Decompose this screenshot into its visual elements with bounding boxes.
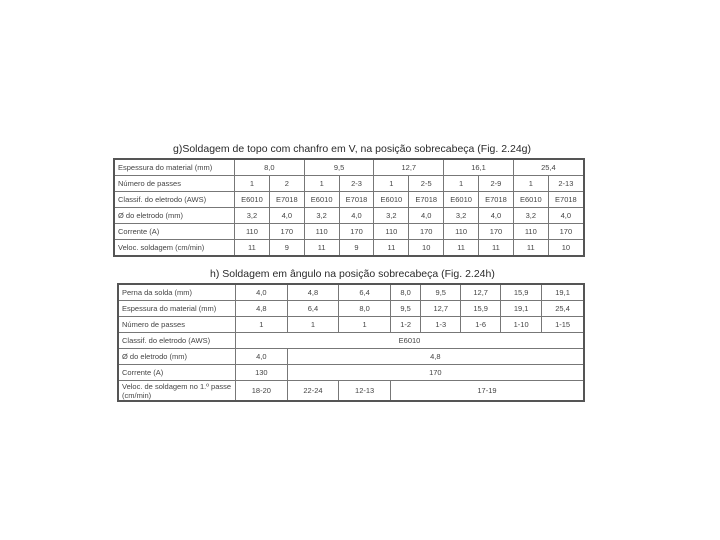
cell: 3,2 [304, 208, 339, 224]
row-label: Espessura do material (mm) [114, 159, 235, 176]
cell: 17-19 [390, 381, 584, 402]
table-row [114, 240, 584, 257]
cell: 22-24 [287, 381, 339, 402]
table-g [113, 158, 585, 257]
table-row [118, 301, 584, 317]
cell: 11 [304, 240, 339, 257]
cell: 3,2 [444, 208, 479, 224]
row-label: Corrente (A) [114, 224, 235, 240]
cell: 2-5 [409, 176, 444, 192]
cell: 1-3 [421, 317, 461, 333]
row-label: Classif. do eletrodo (AWS) [114, 192, 235, 208]
thickness-group: 25,4 [513, 159, 584, 176]
cell: 3,2 [513, 208, 548, 224]
cell: 110 [235, 224, 270, 240]
thickness-group: 9,5 [304, 159, 374, 176]
cell: 170 [548, 224, 584, 240]
cell: 18-20 [236, 381, 288, 402]
cell: 6,4 [339, 284, 391, 301]
cell: 1 [513, 176, 548, 192]
row-label: Espessura do material (mm) [118, 301, 236, 317]
cell: E6010 [235, 192, 270, 208]
thickness-group: 12,7 [374, 159, 444, 176]
cell: 110 [513, 224, 548, 240]
cell: 2-3 [339, 176, 374, 192]
cell: 9 [339, 240, 374, 257]
table-row [114, 176, 584, 192]
cell: 10 [548, 240, 584, 257]
cell: 2-9 [479, 176, 514, 192]
cell: 11 [444, 240, 479, 257]
cell: 15,9 [501, 284, 542, 301]
cell: 4,0 [548, 208, 584, 224]
cell: 2-13 [548, 176, 584, 192]
cell: 170 [269, 224, 304, 240]
table-row [114, 192, 584, 208]
row-label: Perna da solda (mm) [118, 284, 236, 301]
cell: 12-13 [339, 381, 391, 402]
cell: E6010 [513, 192, 548, 208]
cell: E6010 [374, 192, 409, 208]
row-label: Corrente (A) [118, 365, 236, 381]
table-row [118, 333, 584, 349]
row-label: Veloc. soldagem (cm/min) [114, 240, 235, 257]
cell: 4,0 [339, 208, 374, 224]
cell: E6010 [236, 333, 585, 349]
row-label: Número de passes [114, 176, 235, 192]
cell: 170 [409, 224, 444, 240]
cell: 1 [235, 176, 270, 192]
cell: 2 [269, 176, 304, 192]
cell: 1 [236, 317, 288, 333]
cell: E7018 [339, 192, 374, 208]
cell: 9 [269, 240, 304, 257]
cell: 4,0 [236, 349, 288, 365]
cell: 11 [479, 240, 514, 257]
cell: 8,0 [390, 284, 420, 301]
cell: 9,5 [421, 284, 461, 301]
table-g-title: g)Soldagem de topo com chanfro em V, na posição sobrecabeça (Fig. 2.24g) [173, 143, 531, 155]
table-row [118, 317, 584, 333]
cell: 170 [339, 224, 374, 240]
cell: E6010 [304, 192, 339, 208]
cell: 1 [304, 176, 339, 192]
cell: 19,1 [501, 301, 542, 317]
cell: 1 [339, 317, 391, 333]
cell: 9,5 [390, 301, 420, 317]
table-row [118, 284, 584, 301]
cell: 3,2 [374, 208, 409, 224]
thickness-group: 16,1 [444, 159, 514, 176]
table-row [114, 224, 584, 240]
cell: 110 [304, 224, 339, 240]
cell: 4,8 [236, 301, 288, 317]
cell: E7018 [479, 192, 514, 208]
cell: 110 [444, 224, 479, 240]
table-row [114, 208, 584, 224]
cell: 130 [236, 365, 288, 381]
cell: 4,0 [236, 284, 288, 301]
cell: 11 [513, 240, 548, 257]
table-h [117, 283, 585, 402]
cell: 170 [287, 365, 584, 381]
cell: E6010 [444, 192, 479, 208]
table-row [118, 381, 584, 402]
table-h-title: h) Soldagem em ângulo na posição sobrecabeça (Fig. 2.24h) [210, 268, 495, 280]
table-row [118, 349, 584, 365]
cell: 1 [444, 176, 479, 192]
cell: 110 [374, 224, 409, 240]
cell: 3,2 [235, 208, 270, 224]
cell: 15,9 [461, 301, 501, 317]
cell: 11 [235, 240, 270, 257]
cell: 1-2 [390, 317, 420, 333]
cell: 19,1 [542, 284, 584, 301]
row-label: Classif. do eletrodo (AWS) [118, 333, 236, 349]
cell: 25,4 [542, 301, 584, 317]
cell: E7018 [269, 192, 304, 208]
cell: 4,0 [409, 208, 444, 224]
cell: 4,8 [287, 349, 584, 365]
row-label: Ø do eletrodo (mm) [114, 208, 235, 224]
cell: E7018 [548, 192, 584, 208]
cell: 170 [479, 224, 514, 240]
table-row [114, 159, 584, 176]
cell: 4,8 [287, 284, 339, 301]
cell: 11 [374, 240, 409, 257]
thickness-group: 8,0 [235, 159, 305, 176]
cell: 6,4 [287, 301, 339, 317]
cell: E7018 [409, 192, 444, 208]
cell: 4,0 [269, 208, 304, 224]
row-label: Ø do eletrodo (mm) [118, 349, 236, 365]
cell: 1-10 [501, 317, 542, 333]
cell: 4,0 [479, 208, 514, 224]
cell: 1 [374, 176, 409, 192]
cell: 1 [287, 317, 339, 333]
cell: 8,0 [339, 301, 391, 317]
cell: 12,7 [461, 284, 501, 301]
row-label: Número de passes [118, 317, 236, 333]
cell: 1-6 [461, 317, 501, 333]
table-row [118, 365, 584, 381]
cell: 12,7 [421, 301, 461, 317]
cell: 1-15 [542, 317, 584, 333]
cell: 10 [409, 240, 444, 257]
row-label: Veloc. de soldagem no 1.º passe (cm/min) [118, 381, 236, 402]
